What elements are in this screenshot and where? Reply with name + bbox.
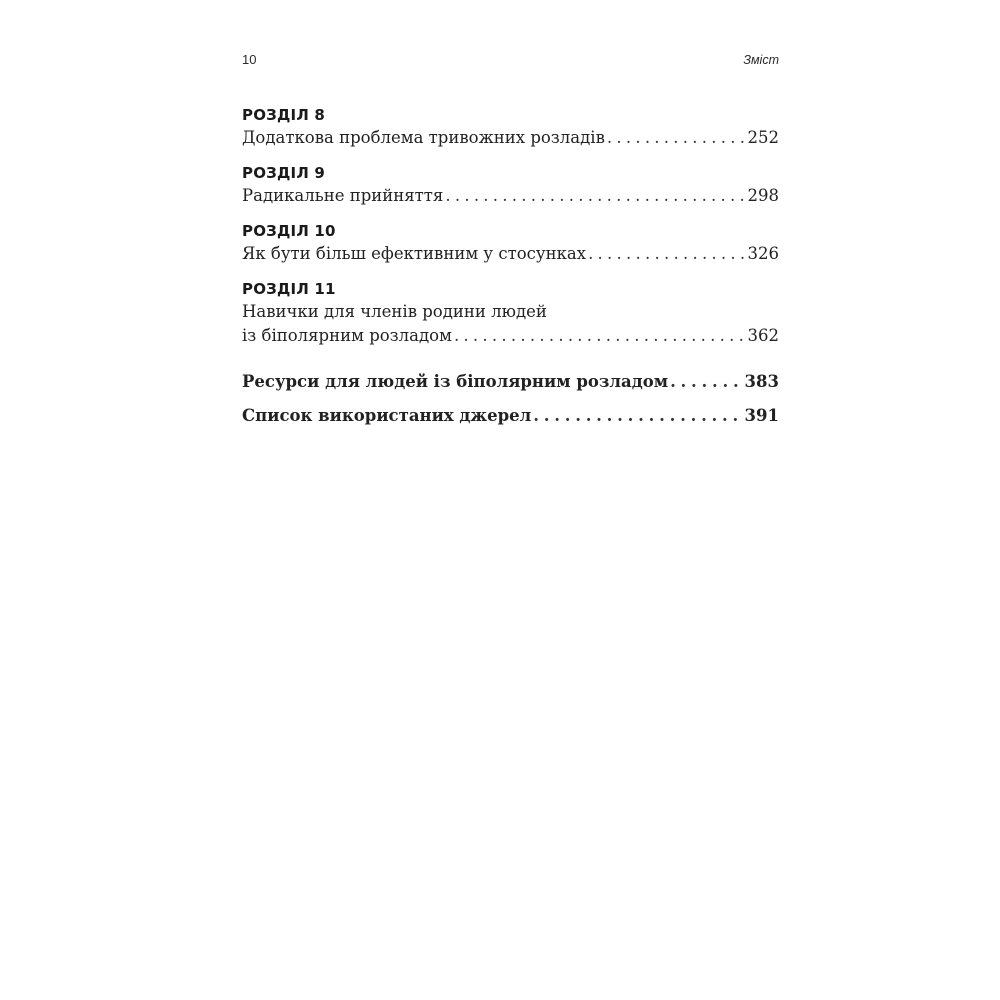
chapter-page-number: 252 [747,128,779,147]
toc-entry-references[interactable] [242,404,779,428]
chapter-label: РОЗДІЛ 9 [242,164,326,182]
chapter-title-line: Навички для членів родини людей [242,302,547,321]
toc-entry[interactable] [242,324,779,348]
toc-chapter-11 [242,278,779,348]
chapter-page-number: 362 [747,326,779,345]
chapter-label: РОЗДІЛ 10 [242,222,336,240]
back-matter-title: Ресурси для людей із біполярним розладом [242,372,669,391]
back-matter [242,370,779,428]
dot-leader [670,370,742,394]
chapter-label: РОЗДІЛ 8 [242,106,326,124]
chapter-title: Як бути більш ефективним у стосунках [242,244,587,263]
page-number: 10 [242,52,257,67]
toc-chapter-9 [242,162,779,208]
chapter-label: РОЗДІЛ 11 [242,280,336,298]
toc-chapter-10 [242,220,779,266]
dot-leader [454,324,746,348]
toc-entry[interactable] [242,184,779,208]
back-matter-page-number: 383 [744,372,779,391]
running-head [242,52,779,67]
table-of-contents [242,104,779,438]
dot-leader [445,184,745,208]
chapter-title: Радикальне прийняття [242,186,444,205]
chapter-page-number: 326 [747,244,779,263]
dot-leader [607,126,746,150]
dot-leader [533,404,742,428]
chapter-title: Додаткова проблема тривожних розладів [242,128,605,147]
toc-entry-resources[interactable] [242,370,779,394]
toc-chapter-8 [242,104,779,150]
back-matter-title: Список використаних джерел [242,406,532,425]
toc-entry[interactable] [242,126,779,150]
toc-entry[interactable] [242,242,779,266]
chapter-page-number: 298 [747,186,779,205]
dot-leader [588,242,745,266]
running-head-section: Зміст [743,53,779,67]
back-matter-page-number: 391 [744,406,779,425]
chapter-title: із біполярним розладом [242,326,452,345]
